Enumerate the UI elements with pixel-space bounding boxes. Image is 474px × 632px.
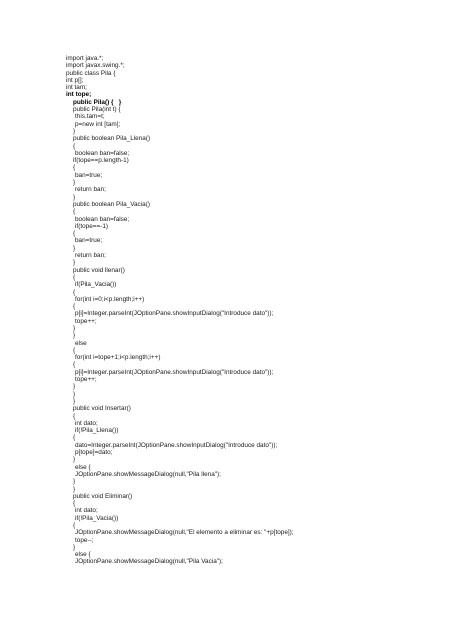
code-line: }	[73, 478, 76, 486]
code-line: {	[73, 500, 76, 508]
code-line: else	[75, 339, 87, 347]
code-line: tope--;	[75, 536, 94, 544]
code-line: {	[73, 412, 76, 420]
code-line: {	[73, 303, 76, 311]
code-line: int p[];	[66, 76, 84, 84]
code-listing	[66, 55, 466, 566]
code-line: {	[73, 273, 76, 281]
code-line: int tam;	[66, 84, 87, 92]
code-line: {	[73, 522, 76, 529]
code-line: }	[73, 397, 76, 405]
code-line: for(int i=tope+1;i<p.length;i++)	[75, 354, 161, 362]
code-line: p=new int [tam];	[75, 120, 121, 128]
code-line: if(!Pila_Llena())	[75, 427, 119, 435]
code-line: public void llenar()	[73, 266, 125, 274]
code-line: public Pila() { }	[73, 98, 122, 106]
code-line: }	[73, 244, 76, 252]
code-line: p[tope]=dato;	[75, 449, 113, 457]
code-line: }	[73, 193, 76, 201]
code-line: {	[73, 208, 76, 216]
code-line: {	[73, 164, 76, 172]
code-line: }	[73, 383, 76, 391]
code-line: public boolean Pila_Llena()	[73, 135, 151, 143]
code-line: p[i]=Integer.parseInt(JOptionPane.showInputDialog("Introduce dato"));	[75, 310, 274, 318]
code-line: if(tope==-1)	[75, 222, 109, 230]
code-line: else {	[75, 463, 91, 471]
code-line: }	[73, 390, 76, 398]
code-line: int tope;	[66, 91, 92, 99]
code-line: boolean ban=false;	[75, 215, 130, 223]
code-line: JOptionPane.showMessageDialog(null,"Pila Vacia");	[75, 558, 223, 566]
code-line: }	[73, 179, 76, 187]
code-line: boolean ban=false;	[75, 149, 130, 157]
code-line: this.tam=t;	[75, 113, 105, 121]
code-line: {	[73, 346, 76, 354]
code-line: int dato;	[75, 507, 98, 515]
code-line: }	[73, 456, 76, 464]
code-line: import java.*;	[66, 55, 104, 62]
code-line: dato=Integer.parseInt(JOptionPane.showInputDialog("Introduce dato"));	[75, 441, 278, 449]
code-line: int dato;	[75, 419, 98, 427]
code-line: public Pila(int t) {	[73, 106, 121, 114]
code-line: }	[73, 332, 76, 340]
code-line: {	[73, 434, 76, 442]
code-line: public void Eliminar()	[73, 492, 133, 500]
code-line: JOptionPane.showMessageDialog(null,"Pila llena");	[75, 470, 221, 478]
code-line: }	[73, 127, 76, 135]
code-line: public class Pila {	[66, 69, 116, 77]
code-line: if(tope==p.length-1)	[73, 157, 129, 165]
code-line: {	[73, 288, 76, 296]
code-line: {	[73, 361, 76, 369]
code-line: public void Insertar()	[73, 405, 131, 413]
code-line: import javax.swing.*;	[66, 62, 125, 70]
code-line: {	[73, 230, 76, 238]
code-line: else {	[75, 551, 91, 559]
code-line: public boolean Pila_Vacia()	[73, 200, 150, 208]
code-line: return ban;	[75, 186, 106, 194]
code-line: if(!Pila_Vacia())	[75, 514, 119, 522]
code-line: if(Pila_Vacia())	[75, 281, 117, 289]
code-line: }	[73, 259, 76, 267]
code-line: tope++;	[75, 376, 97, 384]
code-line: JOptionPane.showMessageDialog(null,"El elemento a eliminar es: "+p[tope]);	[75, 529, 294, 537]
code-line: for(int i=0;i<p.length;i++)	[75, 295, 145, 303]
code-line: tope++;	[75, 317, 97, 325]
code-line: }	[73, 324, 76, 332]
code-line: }	[73, 485, 76, 493]
code-line: return ban;	[75, 252, 106, 260]
code-line: {	[73, 142, 76, 150]
code-line: ban=true;	[75, 171, 103, 179]
code-line: p[i]=Integer.parseInt(JOptionPane.showInputDialog("Introduce dato"));	[75, 368, 274, 376]
code-line: }	[73, 543, 76, 551]
code-line: ban=true;	[75, 237, 103, 245]
